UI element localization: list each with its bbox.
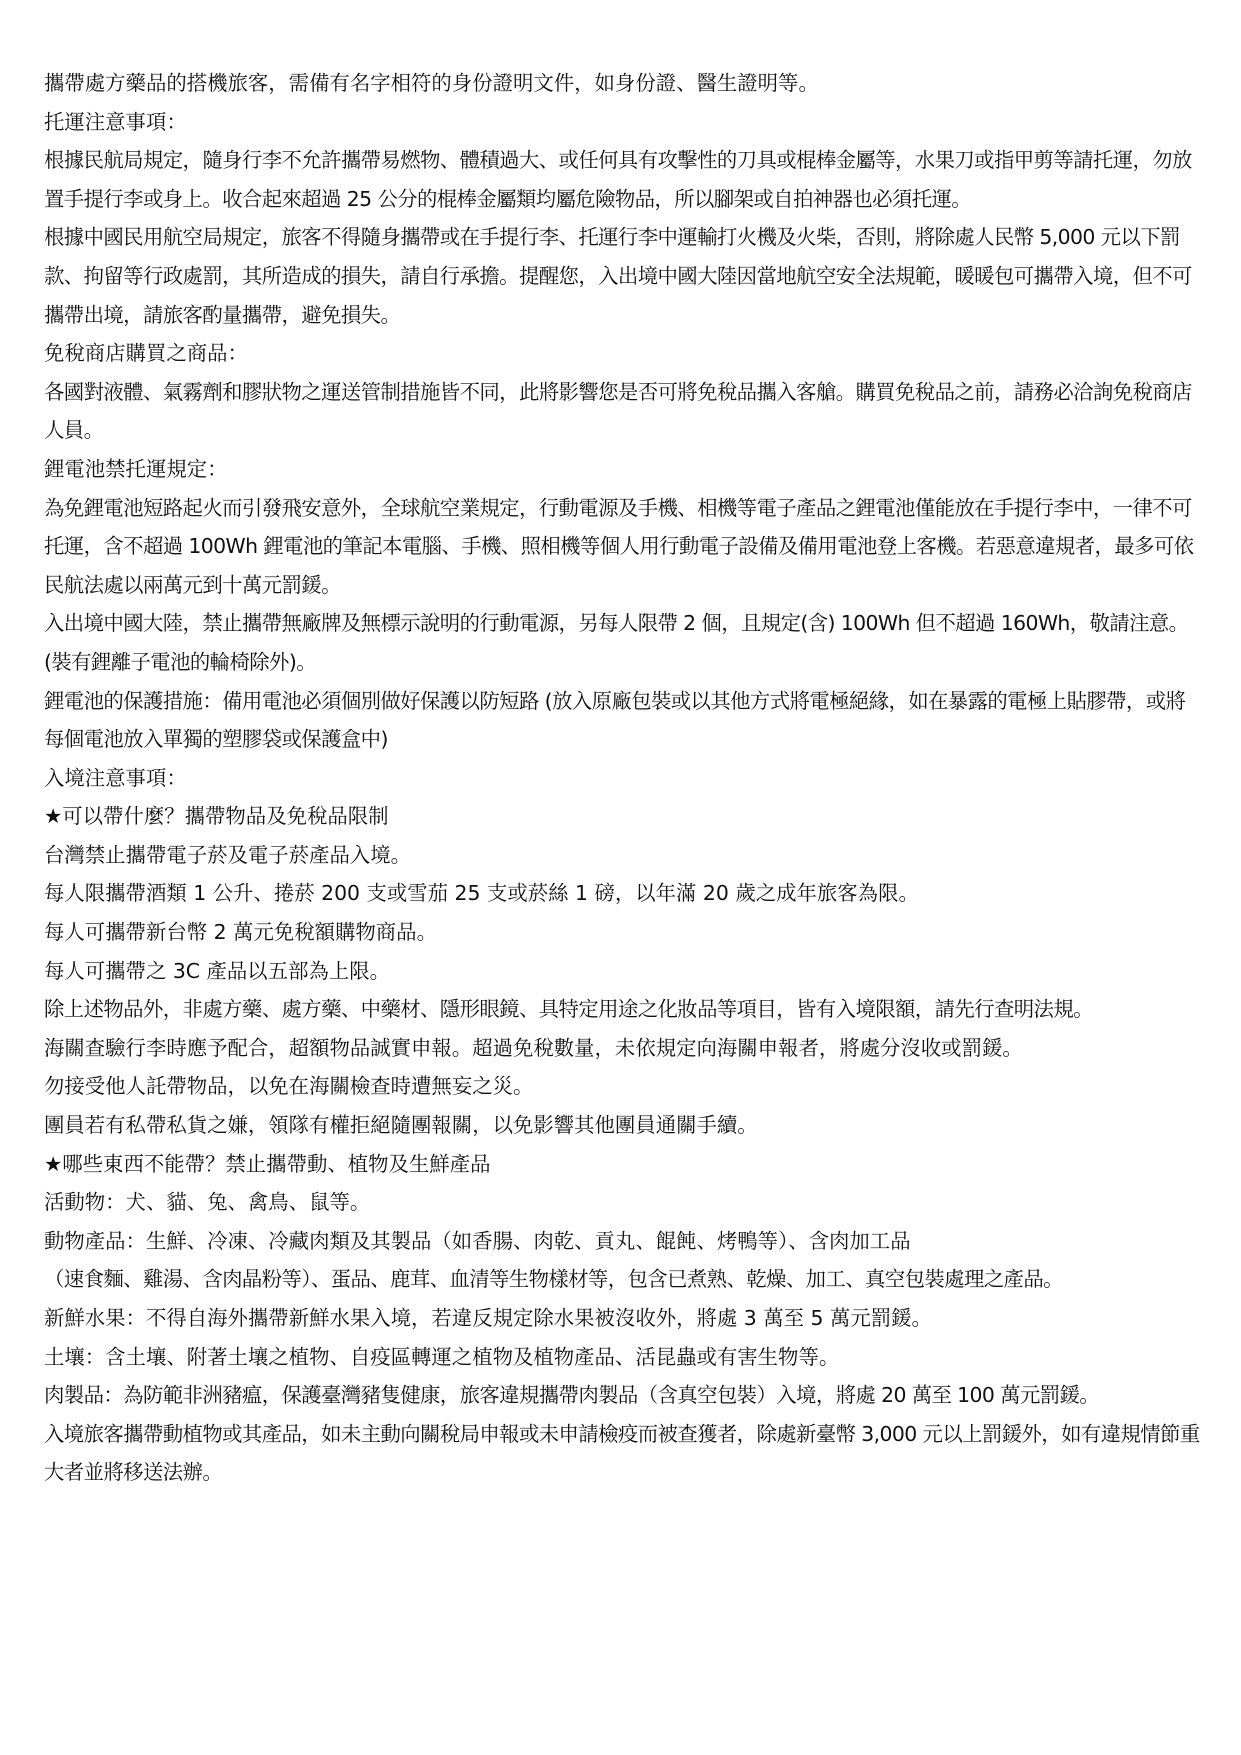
text-line: 活動物：犬、貓、兔、禽鳥、鼠等。	[44, 1190, 371, 1215]
paragraph: 各國對液體、氣霧劑和膠狀物之運送管制措施皆不同，此將影響您是否可將免稅品攜入客艙。購買免稅品之前，請務必洽詢免稅商店人員。	[44, 379, 1192, 443]
section-heading: 免稅商店購買之商品：	[44, 341, 248, 366]
text-line: 每人可攜帶新台幣 2 萬元免稅額購物商品。	[44, 920, 437, 945]
paragraph: 鋰電池的保護措施：備用電池必須個別做好保護以防短路 (放入原廠包裝或以其他方式將電極絕緣，如在暴露的電極上貼膠帶，或將每個電池放入單獨的塑膠袋或保護盒中)	[44, 688, 1186, 752]
subsection-heading: ★哪些東西不能帶？禁止攜帶動、植物及生鮮產品	[44, 1151, 491, 1176]
text-line: 勿接受他人託帶物品，以免在海關檢查時遭無妄之災。	[44, 1074, 534, 1099]
document-body	[44, 64, 1204, 1492]
text-line: 台灣禁止攜帶電子菸及電子菸產品入境。	[44, 842, 412, 867]
paragraph: 除上述物品外，非處方藥、處方藥、中藥材、隱形眼鏡、具特定用途之化妝品等項目，皆有入境限額，請先行查明法規。	[44, 997, 1093, 1022]
paragraph: 根據民航局規定，隨身行李不允許攜帶易燃物、體積過大、或任何具有攻擊性的刀具或棍棒金屬等，水果刀或指甲剪等請托運，勿放置手提行李或身上。收合起來超過 25 公分的棍棒金屬類均屬危險物品，所以腳架或自拍神器也必須托運。	[44, 148, 1192, 211]
paragraph: 根據中國民用航空局規定，旅客不得隨身攜帶或在手提行李、托運行李中運輸打火機及火柴，否則，將除處人民幣 5,000 元以下罰款、拘留等行政處罰，其所造成的損失，請自行承擔。提醒您，入出境中國大陸因當地航空安全法規範，暖暖包可攜帶入境，但不可攜帶出境，請旅客酌量攜帶，避免損失。	[44, 225, 1192, 327]
paragraph: 為免鋰電池短路起火而引發飛安意外，全球航空業規定，行動電源及手機、相機等電子產品之鋰電池僅能放在手提行李中，一律不可托運，含不超過 100Wh 鋰電池的筆記本電腦、手機、照相機等個人用行動電子設備及備用電池登上客機。若惡意違規者，最多可依民航法處以兩萬元到十萬元罰鍰。	[44, 495, 1194, 597]
section-heading: 鋰電池禁托運規定：	[44, 456, 228, 481]
paragraph: （速食麵、雞湯、含肉晶粉等）、蛋品、鹿茸、血清等生物樣材等，包含已煮熟、乾燥、加工、真空包裝處理之產品。	[44, 1267, 1063, 1292]
text-line: 每人限攜帶酒類 1 公升、捲菸 200 支或雪茄 25 支或菸絲 1 磅，以年滿 20 歲之成年旅客為限。	[44, 881, 919, 906]
text-line: 團員若有私帶私貨之嫌，領隊有權拒絕隨團報關，以免影響其他團員通關手續。	[44, 1113, 758, 1138]
text-line: 每人可攜帶之 3C 產品以五部為上限。	[44, 958, 391, 983]
text-line: 海關查驗行李時應予配合，超額物品誠實申報。超過免稅數量，未依規定向海關申報者，將處分沒收或罰鍰。	[44, 1035, 1023, 1060]
section-heading: 托運注意事項：	[44, 109, 187, 134]
text-line: 攜帶處方藥品的搭機旅客，需備有名字相符的身份證明文件，如身份證、醫生證明等。	[44, 71, 819, 95]
text-line: 土壤：含土壤、附著土壤之植物、自疫區轉運之植物及植物產品、活昆蟲或有害生物等。	[44, 1344, 840, 1369]
subsection-heading: ★可以帶什麼？攜帶物品及免稅品限制	[44, 804, 389, 829]
paragraph: 肉製品：為防範非洲豬瘟，保護臺灣豬隻健康，旅客違規攜帶肉製品（含真空包裝）入境，將處 20 萬至 100 萬元罰鍰。	[44, 1383, 1100, 1408]
text-line: 動物產品：生鮮、冷凍、冷藏肉類及其製品（如香腸、肉乾、貢丸、餛飩、烤鴨等）、含肉加工品	[44, 1228, 911, 1253]
paragraph: 入出境中國大陸，禁止攜帶無廠牌及無標示說明的行動電源，另每人限帶 2 個，且規定(含) 100Wh 但不超過 160Wh，敬請注意。 (裝有鋰離子電池的輪椅除外)。	[44, 611, 1189, 674]
section-heading: 入境注意事項：	[44, 765, 187, 790]
paragraph: 入境旅客攜帶動植物或其產品，如未主動向關稅局申報或未申請檢疫而被查獲者，除處新臺幣 3,000 元以上罰鍰外，如有違規情節重大者並將移送法辦。	[44, 1421, 1200, 1485]
text-line: 新鮮水果：不得自海外攜帶新鮮水果入境，若違反規定除水果被沒收外，將處 3 萬至 5 萬元罰鍰。	[44, 1306, 932, 1330]
